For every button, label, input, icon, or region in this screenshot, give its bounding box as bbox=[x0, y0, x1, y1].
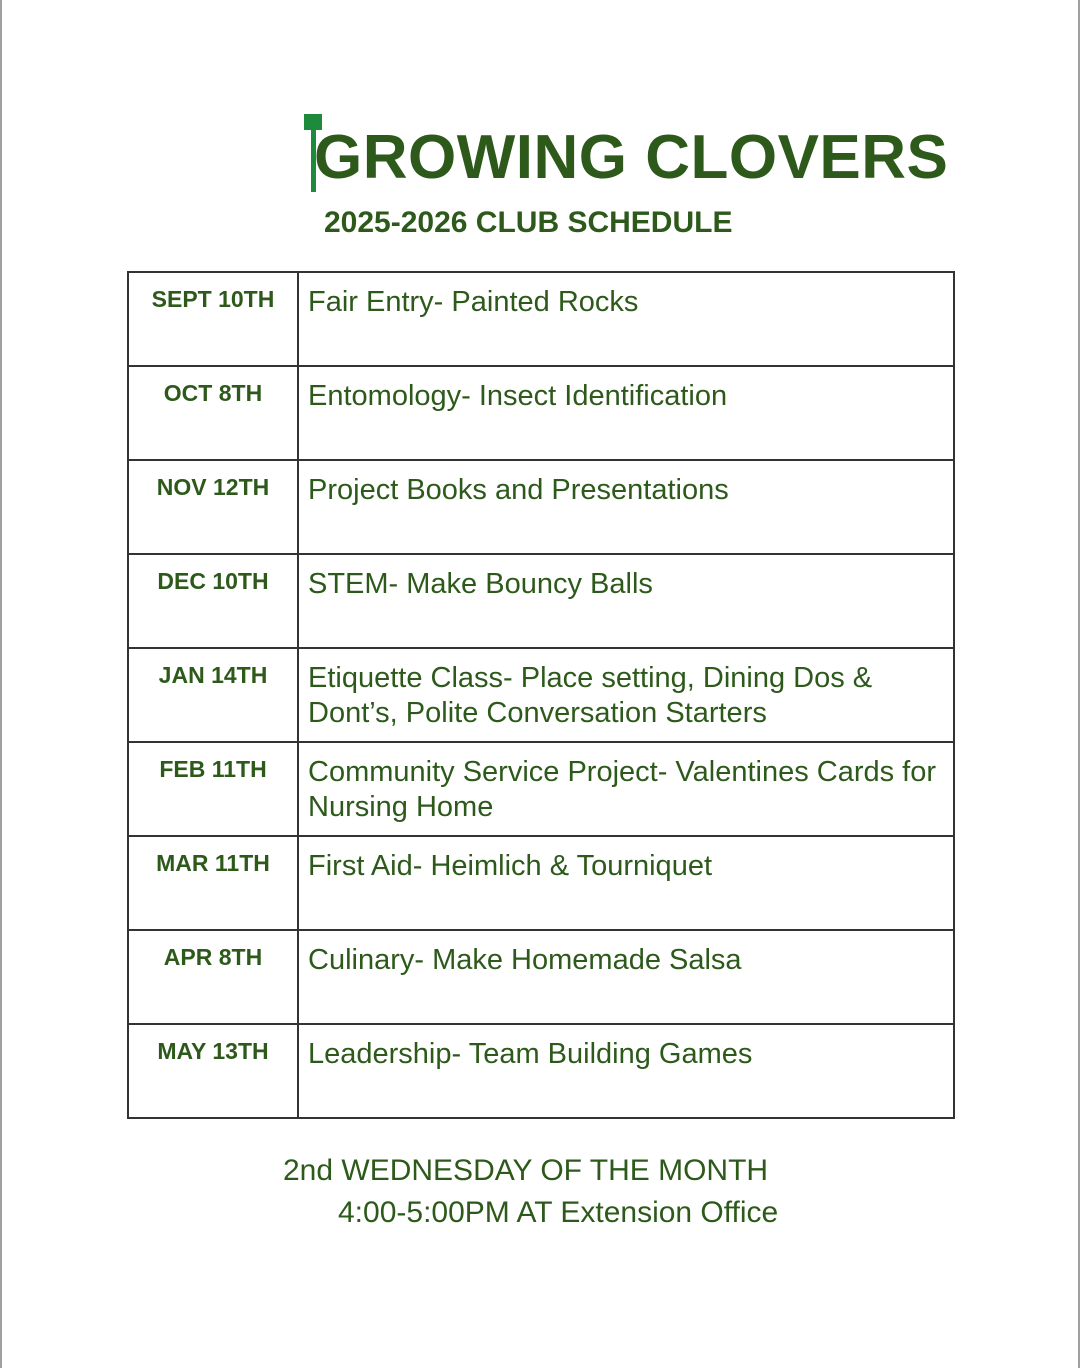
date-cell[interactable]: MAR 11TH bbox=[128, 836, 298, 930]
table-row bbox=[128, 648, 954, 742]
table-row bbox=[128, 742, 954, 836]
event-cell[interactable]: Community Service Project- Valentines Cards for Nursing Home bbox=[298, 742, 954, 836]
page-title[interactable]: GROWING CLOVERS bbox=[314, 123, 949, 192]
table-row bbox=[128, 930, 954, 1024]
meeting-day-text[interactable]: 2nd WEDNESDAY OF THE MONTH bbox=[283, 1154, 769, 1187]
event-cell[interactable]: Fair Entry- Painted Rocks bbox=[298, 272, 954, 366]
event-cell[interactable]: First Aid- Heimlich & Tourniquet bbox=[298, 836, 954, 930]
event-cell[interactable]: Entomology- Insect Identification bbox=[298, 366, 954, 460]
date-cell[interactable]: FEB 11TH bbox=[128, 742, 298, 836]
page-subtitle[interactable]: 2025-2026 CLUB SCHEDULE bbox=[324, 206, 733, 239]
schedule-table bbox=[127, 271, 955, 1119]
table-row bbox=[128, 460, 954, 554]
table-row bbox=[128, 1024, 954, 1118]
event-cell[interactable]: Etiquette Class- Place setting, Dining Dos & Dont’s, Polite Conversation Starters bbox=[298, 648, 954, 742]
table-row bbox=[128, 554, 954, 648]
date-cell[interactable]: OCT 8TH bbox=[128, 366, 298, 460]
table-row bbox=[128, 836, 954, 930]
meeting-time-location-text[interactable]: 4:00-5:00PM AT Extension Office bbox=[338, 1196, 779, 1229]
event-cell[interactable]: Culinary- Make Homemade Salsa bbox=[298, 930, 954, 1024]
date-cell[interactable]: APR 8TH bbox=[128, 930, 298, 1024]
date-cell[interactable]: JAN 14TH bbox=[128, 648, 298, 742]
page-edge-left bbox=[0, 0, 2, 1368]
date-cell[interactable]: NOV 12TH bbox=[128, 460, 298, 554]
table-row bbox=[128, 366, 954, 460]
event-cell[interactable]: Project Books and Presentations bbox=[298, 460, 954, 554]
date-cell[interactable]: SEPT 10TH bbox=[128, 272, 298, 366]
table-row bbox=[128, 272, 954, 366]
event-cell[interactable]: Leadership- Team Building Games bbox=[298, 1024, 954, 1118]
date-cell[interactable]: DEC 10TH bbox=[128, 554, 298, 648]
event-cell[interactable]: STEM- Make Bouncy Balls bbox=[298, 554, 954, 648]
date-cell[interactable]: MAY 13TH bbox=[128, 1024, 298, 1118]
